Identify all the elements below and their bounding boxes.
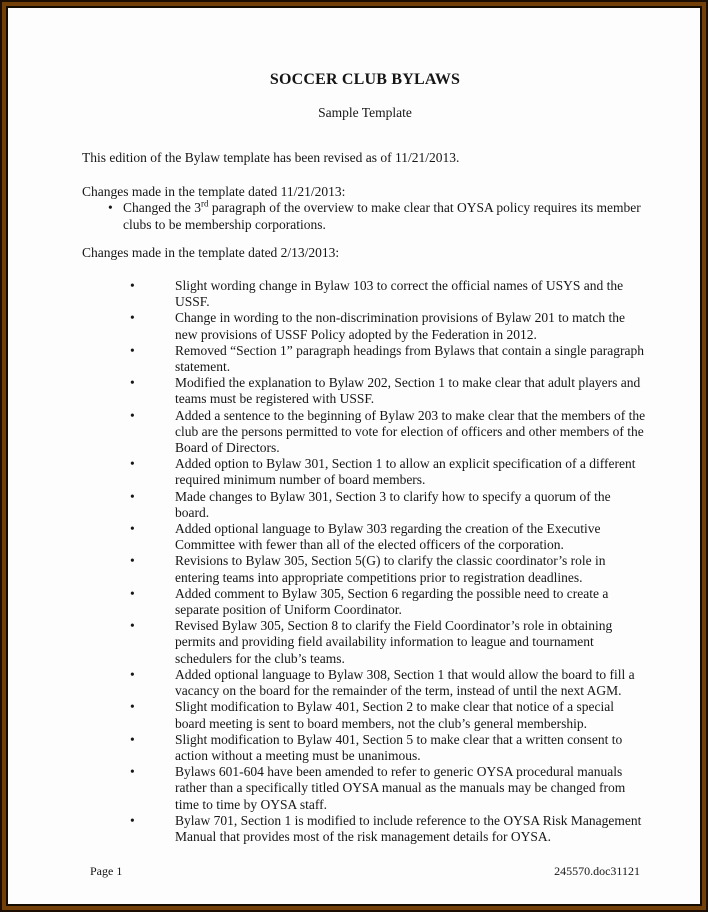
list-item: • Added optional language to Bylaw 303 regarding the creation of the Executive Committee with fewer than all of the elected officers of the corporation. [82, 521, 648, 553]
document-content [8, 8, 700, 904]
list-item: • Made changes to Bylaw 301, Section 3 to clarify how to specify a quorum of the board. [82, 489, 648, 521]
list-item-text-pre: Changed the 3 [123, 200, 201, 216]
list-item: • Removed “Section 1” paragraph headings from Bylaws that contain a single paragraph statement. [82, 343, 648, 375]
list-item: • Added option to Bylaw 301, Section 1 to allow an explicit specification of a different required minimum number of board members. [82, 456, 648, 488]
list-item: • Revisions to Bylaw 305, Section 5(G) to clarify the classic coordinator’s role in entering teams into appropriate competitions prior to registration deadlines. [82, 553, 648, 585]
list-item: • Added optional language to Bylaw 308, Section 1 that would allow the board to fill a vacancy on the board for the remainder of the term, instead of until the next AGM. [82, 667, 648, 699]
page-frame-inner [6, 6, 702, 906]
change-list-nov [82, 200, 648, 232]
page-title: SOCCER CLUB BYLAWS [269, 71, 461, 88]
list-item: • Added a sentence to the beginning of Bylaw 203 to make clear that the members of the club are the persons permitted to vote for election of officers and other members of the Board of Directors. [82, 408, 648, 457]
footer-page-number: Page 1 [90, 864, 123, 878]
list-item: • Slight wording change in Bylaw 103 to correct the official names of USYS and the USSF. [82, 278, 648, 310]
list-item: • Modified the explanation to Bylaw 202, Section 1 to make clear that adult players and teams must be registered with USSF. [82, 375, 648, 407]
list-item: • Added comment to Bylaw 305, Section 6 regarding the possible need to create a separate position of Uniform Coordinator. [82, 586, 648, 618]
page-subtitle: Sample Template [318, 105, 412, 120]
change-list-feb [82, 278, 648, 845]
page-frame [2, 2, 706, 910]
list-item [82, 200, 648, 232]
list-item: • Slight modification to Bylaw 401, Section 5 to make clear that a written consent to action without a meeting must be unanimous. [82, 732, 648, 764]
list-item: • Bylaws 601-604 have been amended to refer to generic OYSA procedural manuals rather than a specifically titled OYSA manual as the manuals may be changed from time to time by OYSA staff. [82, 764, 648, 813]
intro-paragraph: This edition of the Bylaw template has been revised as of 11/21/2013. [82, 150, 460, 165]
list-item: • Bylaw 701, Section 1 is modified to include reference to the OYSA Risk Management Manual that provides most of the risk management details for OYSA. [82, 813, 648, 845]
page-footer [90, 864, 640, 878]
list-item: • Revised Bylaw 305, Section 8 to clarify the Field Coordinator’s role in obtaining permits and providing field availability information to league and tournament schedulers for the club’s teams. [82, 618, 648, 667]
list-item: • Change in wording to the non-discrimination provisions of Bylaw 201 to match the new provisions of USSF Policy adopted by the Federation in 2012. [82, 310, 648, 342]
section-heading-feb: Changes made in the template dated 2/13/2013: [82, 244, 340, 260]
footer-doc-id: 245570.doc31121 [554, 864, 640, 878]
list-item-text-post: paragraph of the overview to make clear that OYSA policy requires its member clubs to be membership corporations. [123, 200, 641, 232]
list-item: • Slight modification to Bylaw 401, Section 2 to make clear that notice of a special board meeting is sent to board members, not the club’s general membership. [82, 699, 648, 731]
section-heading-nov: Changes made in the template dated 11/21/2013: [82, 184, 346, 200]
ordinal-superscript: rd [200, 198, 209, 209]
